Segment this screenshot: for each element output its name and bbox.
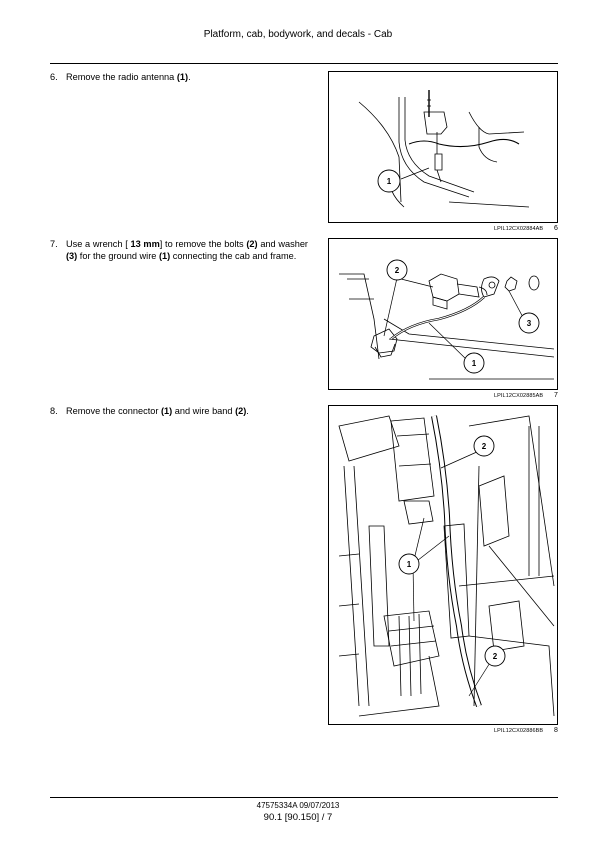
- figure-radio-antenna: [328, 71, 558, 223]
- callout-label: 2: [481, 442, 487, 451]
- footer-divider: [50, 797, 558, 798]
- antenna-illustration: [329, 72, 557, 222]
- callout-leader: [441, 451, 479, 468]
- step-6: [50, 71, 308, 83]
- step-text: Remove the radio antenna (1).: [66, 72, 191, 82]
- step-number: 8.: [50, 406, 58, 416]
- figure-number: 8: [554, 727, 558, 734]
- ground-wire-illustration: [329, 239, 557, 389]
- step-number: 7.: [50, 239, 58, 249]
- figure-number: 7: [554, 392, 558, 399]
- figure-id: LPIL12CX02884AB: [494, 226, 544, 232]
- header-divider: [50, 63, 558, 64]
- figure-id: LPIL12CX02886BB: [494, 728, 544, 734]
- step-text: Use a wrench [ 13 mm] to remove the bolts (2) and washer (3) for the ground wire (1) connecting the cab and frame.: [66, 239, 308, 262]
- figure-number: 6: [554, 225, 558, 232]
- figure-connector-wire-band: [328, 405, 558, 725]
- step-number: 6.: [50, 72, 58, 82]
- page-header-title: Platform, cab, bodywork, and decals - Cab: [203, 29, 393, 40]
- connector-illustration: [329, 406, 557, 724]
- callout-label: 2: [394, 266, 400, 275]
- callout-label: 1: [471, 359, 477, 368]
- callout-label: 2: [492, 652, 498, 661]
- step-7: [50, 238, 308, 263]
- callout-leader: [397, 278, 433, 287]
- callout-leader: [384, 278, 397, 336]
- callout-label: 3: [526, 319, 532, 328]
- figure-id: LPIL12CX02885AB: [494, 393, 544, 399]
- callout-leader: [429, 323, 467, 360]
- figure-ground-wire: [328, 238, 558, 390]
- footer-page-number: 90.1 [90.150] / 7: [263, 812, 333, 823]
- step-8: [50, 405, 308, 417]
- callout-label: 1: [386, 177, 392, 186]
- footer-document-id: 47575334A 09/07/2013: [256, 801, 340, 810]
- callout-label: 1: [406, 560, 412, 569]
- step-text: Remove the connector (1) and wire band (2).: [66, 406, 249, 416]
